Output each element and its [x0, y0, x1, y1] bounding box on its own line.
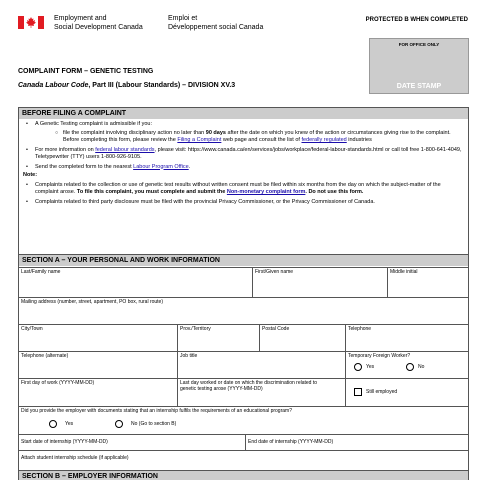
- info-bullet: • For more information on federal labour standards, please visit: https://www.canada.ca/en/services/jobs/workplace/federal-labour-standards.html or call toll free 1-800-641-4049, Teletypewriter (TTY) users 1-800-926-9105.: [23, 147, 462, 162]
- first-day-field[interactable]: First day of work (YYYY-MM-DD): [21, 380, 95, 386]
- telephone-field[interactable]: Telephone: [345, 325, 468, 351]
- attach-row: [19, 450, 468, 466]
- still-employed-option[interactable]: Still employed: [354, 388, 397, 396]
- city-row: [19, 324, 468, 351]
- intern-yes-option[interactable]: Yes: [49, 420, 73, 428]
- third-party-note: • Complaints related to third party disclosure must be filed with the provincial Privacy Commissioner, or the Privacy Commissioner of Canada.: [23, 199, 462, 207]
- form-header: [0, 0, 480, 100]
- section-b: [18, 470, 469, 480]
- send-form-bullet: • Send the completed form to the nearest Labour Program Office.: [23, 164, 462, 172]
- consent-note: • Complaints related to the collection or use of genetic test results without written consent must be filed within six months from the day on which the subject-matter of the complaint arose. To file this complaint, you must complete and submit the Non-monetary complaint form. Do not use this form.: [23, 182, 462, 197]
- intern-yes-radio[interactable]: [49, 420, 57, 428]
- intern-no-option[interactable]: No (Go to section B): [115, 420, 176, 428]
- tfw-field: [345, 352, 468, 378]
- middle-initial-field[interactable]: Middle initial: [387, 268, 468, 297]
- internship-start-field[interactable]: Start date of internship (YYYY-MM-DD): [21, 439, 108, 445]
- still-employed-checkbox[interactable]: [354, 388, 362, 396]
- section-b-heading: SECTION B – EMPLOYER INFORMATION: [19, 471, 468, 480]
- last-name-field[interactable]: Last/Family name: [21, 269, 61, 275]
- deadline-subbullet: ○ file the complaint involving disciplinary action no later than 90 days after the date on which you knew of the action or circumstances giving rise to the complaint. Before completing this form, please review the Filing a Complaint web page and consult the list of federally regulated industries: [35, 130, 462, 145]
- office-use-box: [369, 38, 469, 94]
- mailing-row: [19, 297, 468, 324]
- internship-question-row: [19, 406, 468, 434]
- date-stamp-label: DATE STAMP: [396, 83, 442, 90]
- tfw-yes-radio[interactable]: [354, 363, 362, 371]
- section-a-heading: SECTION A – YOUR PERSONAL AND WORK INFORMATION: [19, 255, 468, 266]
- tfw-label: Temporary Foreign Worker?: [348, 353, 411, 359]
- province-field[interactable]: Prov./Territory: [177, 325, 259, 351]
- federally-regulated-link[interactable]: federally regulated: [301, 137, 347, 143]
- non-monetary-form-link[interactable]: Non-monetary complaint form: [226, 189, 306, 195]
- form-title: COMPLAINT FORM – GENETIC TESTING: [18, 68, 154, 75]
- attach-schedule-field[interactable]: Attach student internship schedule (if applicable): [21, 455, 129, 461]
- tfw-no-radio[interactable]: [406, 363, 414, 371]
- before-filing-heading: BEFORE FILING A COMPLAINT: [19, 108, 468, 119]
- canada-flag-icon: [18, 16, 44, 29]
- still-employed-field: [345, 379, 468, 406]
- office-only-label: FOR OFFICE ONLY: [398, 42, 440, 47]
- form-subtitle: Canada Labour Code, Part III (Labour Standards) – DIVISION XV.3: [18, 82, 236, 89]
- admissible-bullet: • A Genetic Testing complaint is admissible if you: ○ file the complaint involving disciplinary action no later than 90 days after the date on which you knew of the action or circumstances giving rise to the complaint. Before completing this form, please review the Filing a Complaint web page and consult the list of federally regulated industries: [23, 121, 462, 145]
- note-label: Note:: [23, 172, 38, 178]
- telephone-alt-field[interactable]: Telephone (alternate): [21, 353, 69, 359]
- mailing-address-field[interactable]: Mailing address (number, street, apartment, PO box, rural route): [21, 299, 164, 305]
- section-a: [18, 255, 469, 480]
- department-name-fr: Emploi et Développement social Canada: [168, 15, 264, 31]
- before-filing-section: [18, 107, 469, 255]
- last-day-field[interactable]: Last day worked or date on which the discrimination related to genetic testing arose (YYYY-MM-DD): [177, 379, 345, 406]
- internship-dates-row: [19, 434, 468, 450]
- protected-label: PROTECTED B WHEN COMPLETED: [365, 17, 468, 23]
- labour-standards-link[interactable]: federal labour standards: [95, 146, 155, 153]
- internship-end-field[interactable]: End date of internship (YYYY-MM-DD): [245, 435, 468, 450]
- name-row: [19, 267, 468, 297]
- tfw-yes-option[interactable]: Yes: [354, 363, 374, 371]
- tfw-no-option[interactable]: No: [406, 363, 424, 371]
- intern-no-radio[interactable]: [115, 420, 123, 428]
- filing-complaint-link[interactable]: Filing a Complaint: [177, 137, 222, 143]
- labour-program-office-link[interactable]: Labour Program Office: [133, 163, 189, 170]
- city-field[interactable]: City/Town: [21, 326, 43, 332]
- postal-code-field[interactable]: Postal Code: [259, 325, 345, 351]
- department-name-en: Employment and Social Development Canada: [54, 15, 143, 31]
- internship-question: Did you provide the employer with documents stating that an internship fulfils the requirements of an educational program?: [21, 408, 292, 414]
- job-row: [19, 351, 468, 378]
- dates-row: [19, 378, 468, 406]
- first-name-field[interactable]: First/Given name: [252, 268, 387, 297]
- job-title-field[interactable]: Job title: [177, 352, 345, 378]
